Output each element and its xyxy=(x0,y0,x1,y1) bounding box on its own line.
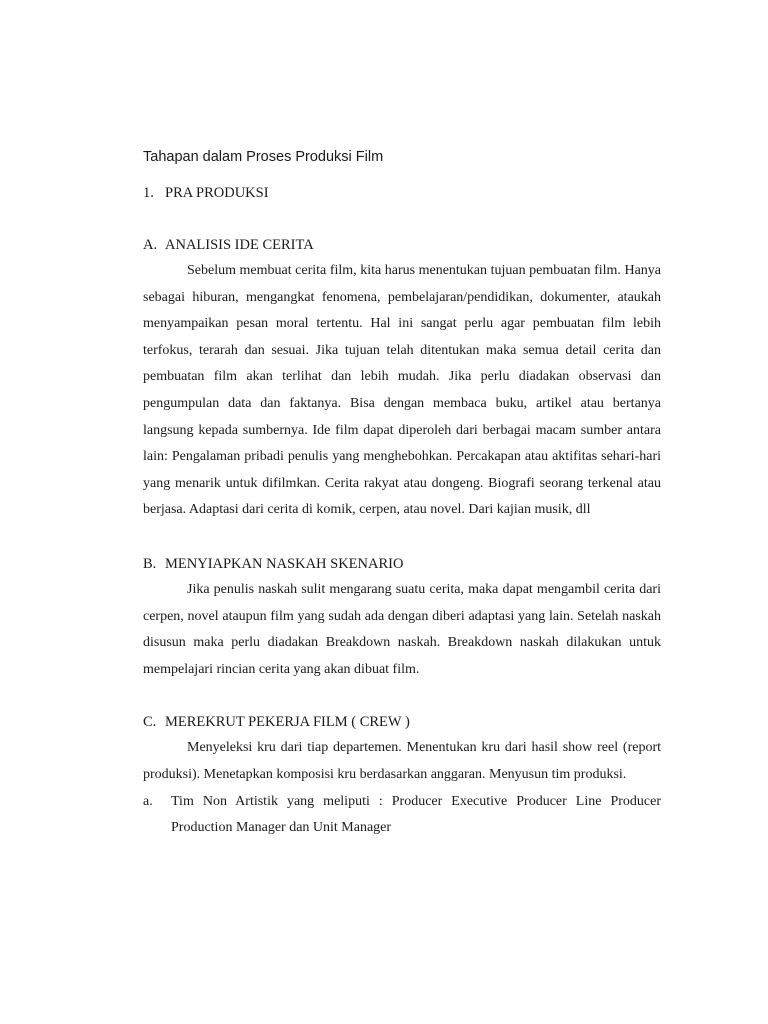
subsection-letter: B. xyxy=(143,555,157,572)
list-item-marker: a. xyxy=(143,793,153,809)
subsection-heading-b xyxy=(143,551,661,577)
subsection-heading-text: MENYIAPKAN NASKAH SKENARIO xyxy=(165,555,404,572)
section-heading xyxy=(143,180,661,206)
subsection-heading-c xyxy=(143,709,661,735)
document-content xyxy=(143,144,661,842)
subsection-heading-text: MEREKRUT PEKERJA FILM ( CREW ) xyxy=(165,714,410,731)
subsection-paragraph-c: Menyeleksi kru dari tiap departemen. Menentukan kru dari hasil show reel (report produksi). Menetapkan komposisi kru berdasarkan anggaran. Menyusun tim produksi. xyxy=(143,740,661,782)
document-title: Tahapan dalam Proses Produksi Film xyxy=(143,149,384,165)
subsection-paragraph-b: Jika penulis naskah sulit mengarang suatu cerita, maka dapat mengambil cerita dari cerpen, novel ataupun film yang sudah ada dengan diberi adaptasi yang lain. Setelah naskah disusun maka perlu diadakan Breakdown naskah. Breakdown naskah dilakukan untuk mempelajari rincian cerita yang akan dibuat film. xyxy=(143,581,661,677)
subsection-heading-text: ANALISIS IDE CERITA xyxy=(165,237,314,253)
subsection-paragraph-a: Sebelum membuat cerita film, kita harus menentukan tujuan pembuatan film. Hanya sebagai hiburan, mengangkat fenomena, pembelajaran/pendidikan, dokumenter, ataukah menyampaikan pesan moral tertentu. Hal ini sangat perlu agar pembuatan film lebih terfokus, terarah dan sesuai. Jika tujuan telah ditentukan maka semua detail cerita dan pembuatan film akan terlihat dan lebih mudah. Jika perlu diadakan observasi dan pengumpulan data dan faktanya. Bisa dengan membaca buku, artikel atau bertanya langsung kepada sumbernya. Ide film dapat diperoleh dari berbagai macam sumber antara lain: Pengalaman pribadi penulis yang menghebohkan. Percakapan atau aktifitas sehari-hari yang menarik untuk difilmkan. Cerita rakyat atau dongeng. Biografi seorang terkenal atau berjasa. Adaptasi dari cerita di komik, cerpen, atau novel. Dari kajian musik, dll xyxy=(143,263,661,518)
list-item-text: Tim Non Artistik yang meliputi : Producer Executive Producer Line Producer Production Manager dan Unit Manager xyxy=(171,793,661,836)
subsection-letter: A. xyxy=(143,237,158,253)
subsection-letter: C. xyxy=(143,714,157,731)
section-number: 1. xyxy=(143,185,154,201)
section-heading-text: PRA PRODUKSI xyxy=(165,185,269,201)
list-item xyxy=(143,789,661,842)
subsection-heading-a xyxy=(143,232,661,258)
